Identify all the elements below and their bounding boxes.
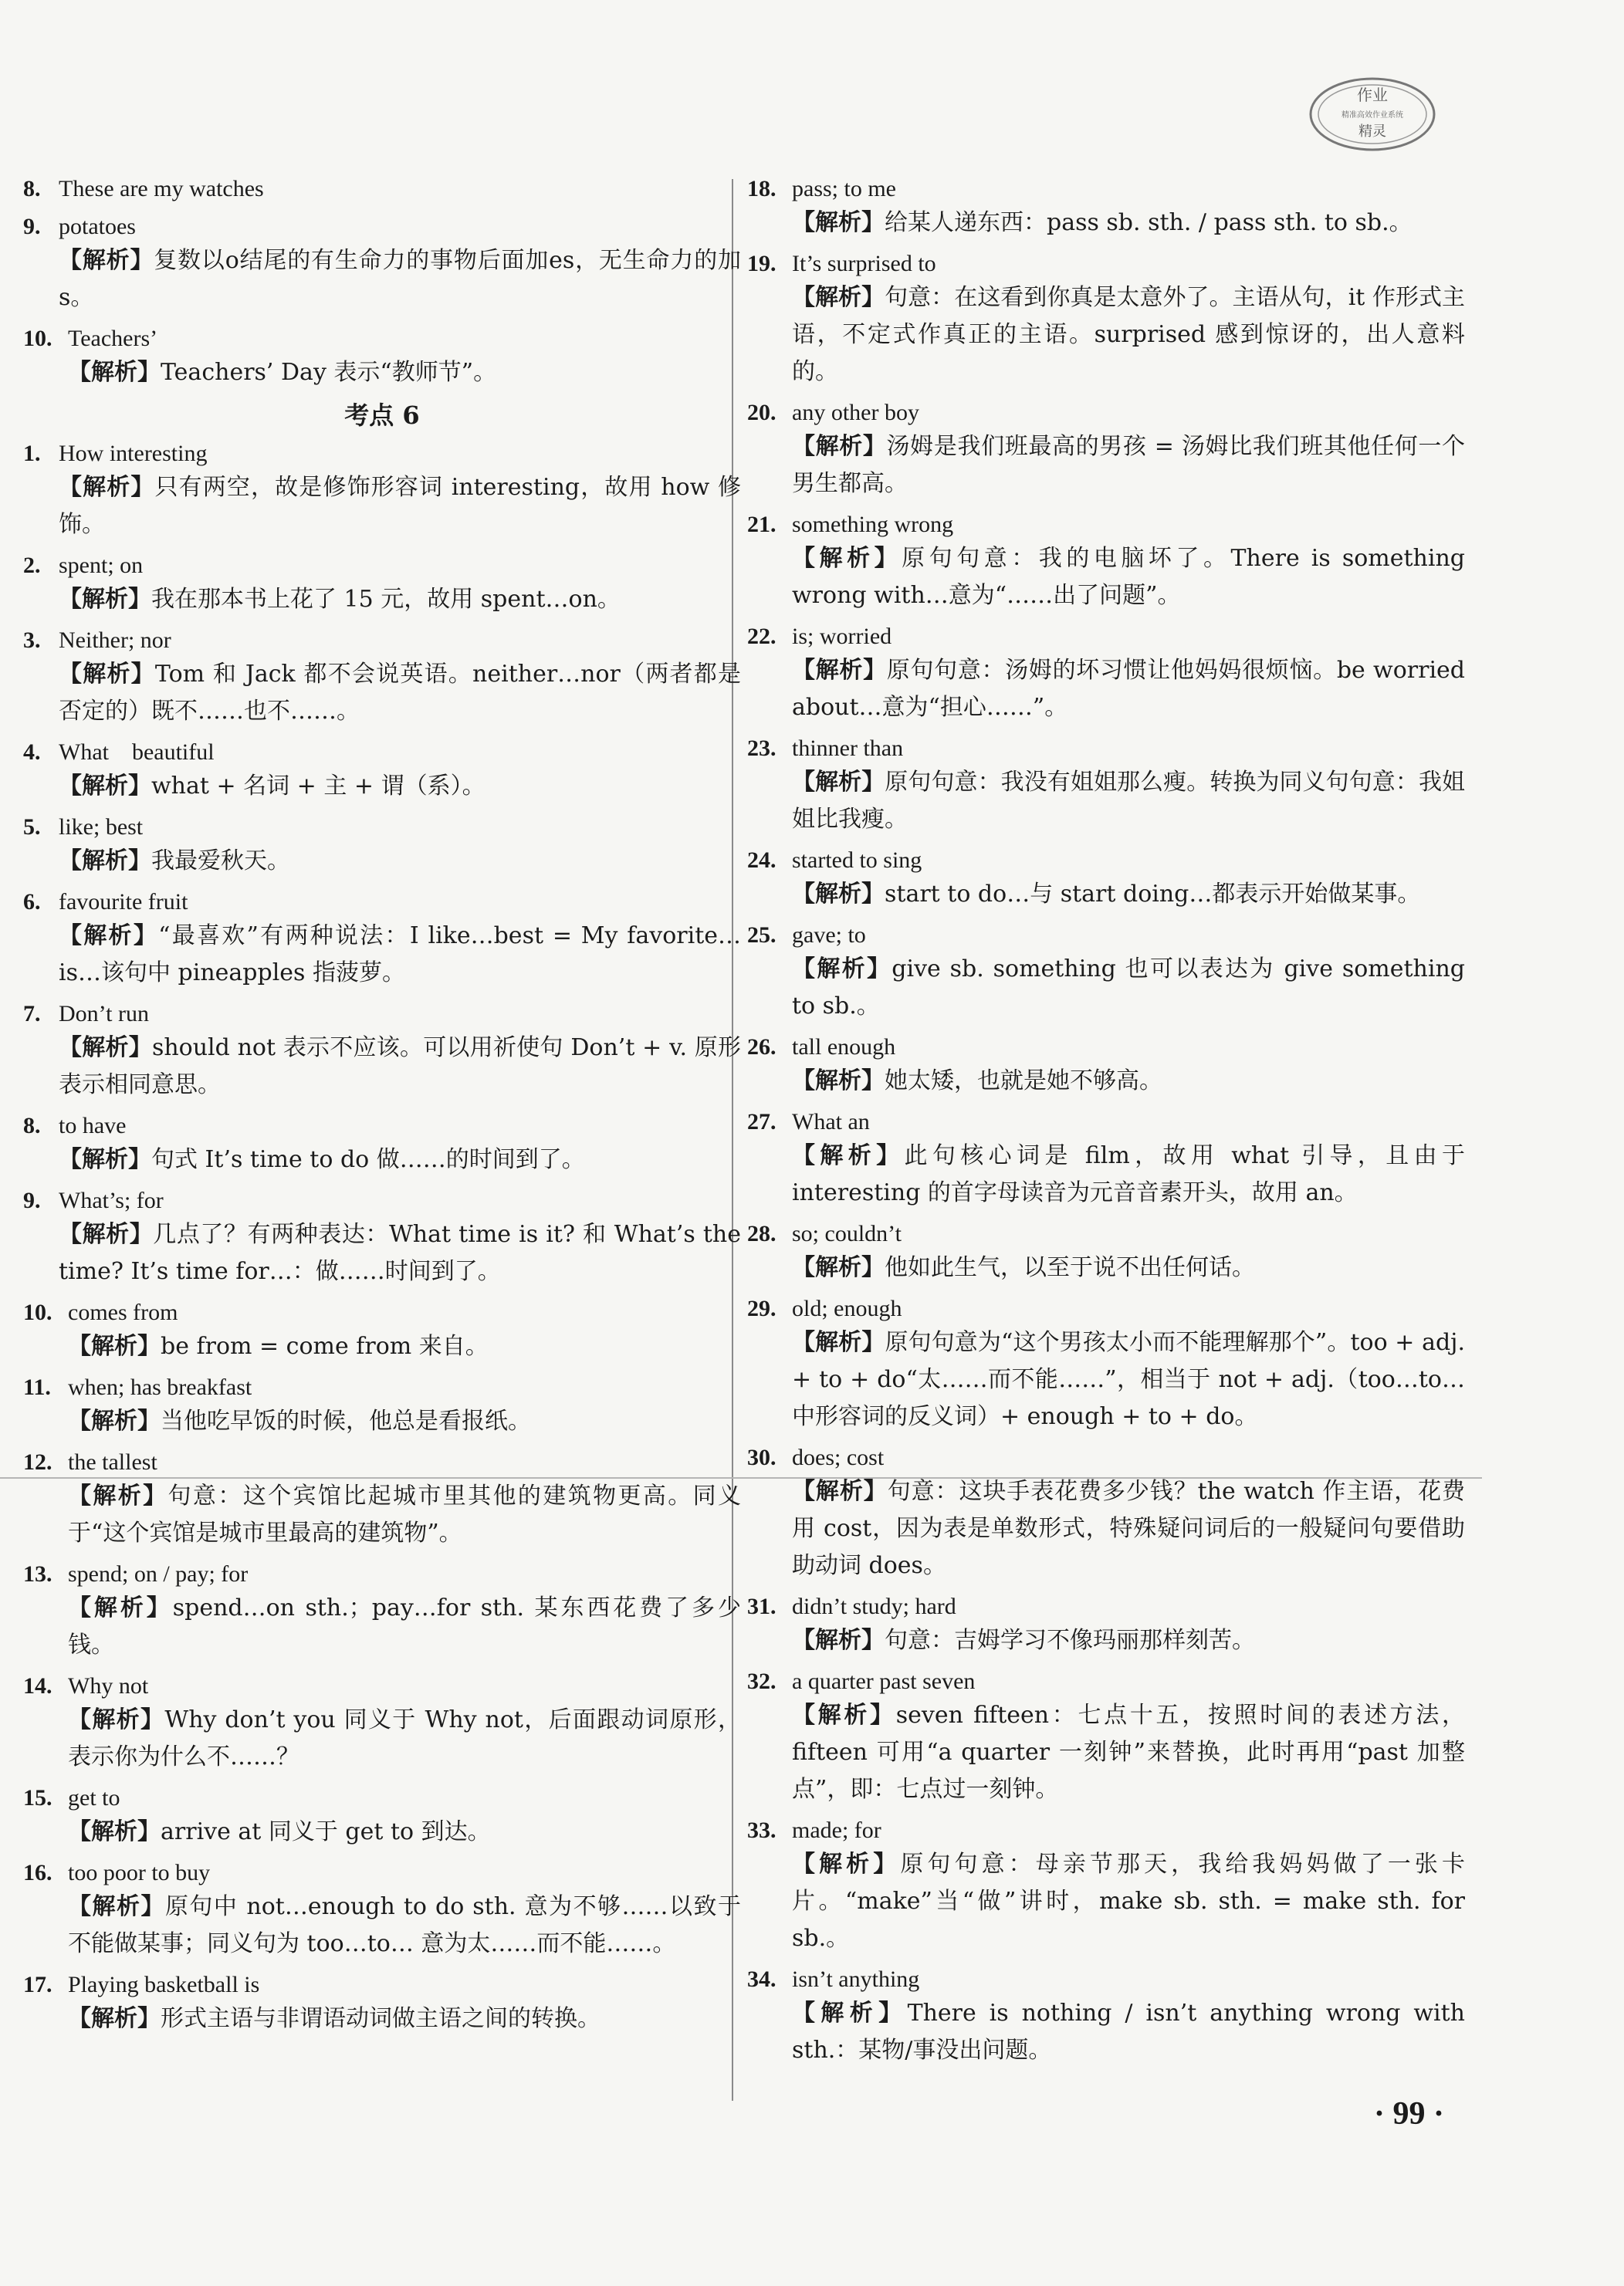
answer-item bbox=[747, 1963, 1465, 2069]
explanation-text: 当他吃早饭的时候，他总是看报纸。 bbox=[161, 1408, 531, 1435]
explanation-tag: 【解析】 bbox=[792, 1851, 901, 1878]
answer-item bbox=[23, 811, 741, 880]
item-number: 10. bbox=[23, 1300, 52, 1325]
item-number: 24. bbox=[747, 847, 776, 873]
explanation bbox=[68, 1403, 741, 1440]
answer-item bbox=[747, 1814, 1465, 1957]
explanation-tag: 【解析】 bbox=[792, 769, 885, 796]
answer-text: potatoes bbox=[59, 214, 136, 239]
answer-text: something wrong bbox=[792, 512, 954, 537]
answer-line bbox=[747, 621, 1465, 652]
item-number: 20. bbox=[747, 400, 776, 425]
answer-line bbox=[23, 1185, 741, 1216]
answer-line bbox=[23, 1110, 741, 1141]
explanation-tag: 【解析】 bbox=[68, 1893, 165, 1920]
answer-text: made; for bbox=[792, 1818, 881, 1843]
answer-text: How interesting bbox=[59, 441, 208, 466]
item-number: 8. bbox=[23, 1113, 41, 1138]
explanation bbox=[792, 1063, 1465, 1100]
item-number: 6. bbox=[23, 889, 41, 915]
answer-text: any other boy bbox=[792, 400, 919, 425]
explanation bbox=[792, 540, 1465, 614]
answer-line bbox=[23, 1371, 741, 1403]
answer-item bbox=[747, 1031, 1465, 1100]
explanation-text: 我在那本书上花了 15 元，故用 spent…on。 bbox=[151, 586, 621, 613]
item-number: 10. bbox=[23, 326, 52, 351]
stamp-mid-text: 精准高效作业系统 bbox=[1341, 111, 1403, 120]
answer-item bbox=[747, 1293, 1465, 1436]
explanation-tag: 【解析】 bbox=[792, 1478, 888, 1505]
answer-line bbox=[23, 736, 741, 768]
answer-line bbox=[747, 1218, 1465, 1250]
explanation-tag: 【解析】 bbox=[59, 661, 155, 688]
explanation-text: 原句句意：母亲节那天，我给我妈妈做了一张卡片。“make”当“做”讲时，make sb. sth. = make sth. for sb.。 bbox=[792, 1851, 1466, 1952]
answer-text: These are my watches bbox=[59, 176, 264, 201]
answer-item bbox=[23, 998, 741, 1104]
explanation-text: give sb. something 也可以表达为 give something to sb.。 bbox=[792, 955, 1465, 1020]
explanation bbox=[68, 354, 741, 391]
item-number: 18. bbox=[747, 176, 776, 201]
answer-text: gave; to bbox=[792, 922, 866, 948]
explanation-tag: 【解析】 bbox=[792, 955, 892, 982]
explanation-text: seven fifteen：七点十五，按照时间的表述方法，fifteen 可用“a quarter 一刻钟”来替换，此时再用“past 加整点”，即：七点过一刻钟。 bbox=[792, 1702, 1466, 1803]
answer-line bbox=[23, 1782, 741, 1814]
answer-line bbox=[747, 1814, 1465, 1846]
explanation-text: 句意：吉姆学习不像玛丽那样刻苦。 bbox=[885, 1627, 1255, 1654]
explanation-text: “最喜欢”有两种说法：I like…best = My favorite…is…该句中 pineapples 指菠萝。 bbox=[59, 922, 742, 986]
answer-line bbox=[23, 811, 741, 843]
answer-item bbox=[23, 1782, 741, 1851]
explanation bbox=[68, 1328, 741, 1365]
explanation bbox=[792, 652, 1465, 726]
answer-item bbox=[23, 1297, 741, 1365]
answer-text: when; has breakfast bbox=[68, 1375, 252, 1400]
explanation-tag: 【解析】 bbox=[792, 881, 885, 908]
item-number: 7. bbox=[23, 1001, 41, 1026]
item-number: 31. bbox=[747, 1594, 776, 1619]
explanation-text: be from = come from 来自。 bbox=[161, 1333, 489, 1360]
item-number: 15. bbox=[23, 1785, 52, 1811]
item-number: 16. bbox=[23, 1860, 52, 1885]
item-number: 9. bbox=[23, 1188, 41, 1213]
answer-line bbox=[747, 919, 1465, 951]
explanation-text: 他如此生气，以至于说不出任何话。 bbox=[885, 1254, 1255, 1281]
answer-line bbox=[23, 1558, 741, 1590]
answer-text: Neither; nor bbox=[59, 627, 171, 653]
answer-text: so; couldn’t bbox=[792, 1221, 902, 1246]
item-number: 32. bbox=[747, 1669, 776, 1694]
explanation-text: 句意：这个宾馆比起城市里其他的建筑物更高。同义于“这个宾馆是城市里最高的建筑物”。 bbox=[68, 1483, 742, 1547]
explanation bbox=[792, 1995, 1465, 2069]
answer-text: spent; on bbox=[59, 553, 144, 578]
explanation bbox=[792, 1324, 1465, 1436]
explanation bbox=[59, 1216, 741, 1290]
answer-text: like; best bbox=[59, 814, 144, 840]
explanation-text: 我最爱秋天。 bbox=[151, 847, 290, 874]
item-number: 27. bbox=[747, 1109, 776, 1135]
explanation-text: 原句句意：我没有姐姐那么瘦。转换为同义句句意：我姐姐比我瘦。 bbox=[792, 769, 1466, 833]
explanation bbox=[792, 1697, 1465, 1808]
right-column bbox=[747, 173, 1465, 2075]
stamp-icon bbox=[1306, 71, 1439, 156]
answer-text: Why not bbox=[68, 1673, 149, 1699]
page-number: · 99 · bbox=[1374, 2096, 1445, 2132]
left-column bbox=[23, 173, 741, 2044]
answer-item bbox=[747, 1442, 1465, 1584]
answer-text: old; enough bbox=[792, 1296, 902, 1321]
explanation-text: 复数以o结尾的有生命力的事物后面加es，无生命力的加s。 bbox=[59, 247, 742, 311]
answer-item bbox=[747, 509, 1465, 614]
answer-text: thinner than bbox=[792, 736, 904, 761]
answer-text: What beautiful bbox=[59, 739, 215, 765]
item-number: 19. bbox=[747, 251, 776, 276]
item-number: 3. bbox=[23, 627, 41, 653]
answer-text: spend; on / pay; for bbox=[68, 1561, 249, 1587]
answer-text: isn’t anything bbox=[792, 1966, 920, 1992]
explanation-text: 此句核心词是 film，故用 what 引导，且由于 interesting 的首字母读音为元音音素开头，故用 an。 bbox=[792, 1142, 1465, 1206]
explanation-text: 几点了？有两种表达：What time is it? 和 What’s the time? It’s time for…：做……时间到了。 bbox=[59, 1221, 741, 1285]
answer-item bbox=[23, 1371, 741, 1440]
item-number: 5. bbox=[23, 814, 41, 840]
explanation-tag: 【解析】 bbox=[59, 1146, 151, 1173]
explanation-text: start to do…与 start doing…都表示开始做某事。 bbox=[885, 881, 1421, 908]
explanation bbox=[792, 764, 1465, 838]
explanation-tag: 【解析】 bbox=[68, 1333, 161, 1360]
explanation bbox=[792, 428, 1465, 502]
answer-text: get to bbox=[68, 1785, 120, 1811]
answer-line bbox=[23, 624, 741, 656]
explanation-tag: 【解析】 bbox=[59, 847, 151, 874]
answer-text: too poor to buy bbox=[68, 1860, 211, 1885]
item-number: 25. bbox=[747, 922, 776, 948]
answer-line bbox=[747, 1963, 1465, 1995]
answer-item bbox=[23, 624, 741, 730]
answer-text: comes from bbox=[68, 1300, 178, 1325]
explanation bbox=[792, 876, 1465, 913]
explanation-tag: 【解析】 bbox=[792, 284, 885, 311]
explanation-text: 给某人递东西：pass sb. sth. / pass sth. to sb.。 bbox=[885, 209, 1413, 236]
explanation bbox=[59, 918, 741, 992]
explanation bbox=[792, 279, 1465, 391]
answer-line bbox=[23, 886, 741, 918]
explanation-tag: 【解析】 bbox=[792, 1702, 896, 1729]
item-number: 28. bbox=[747, 1221, 776, 1246]
answer-line bbox=[23, 438, 741, 469]
item-number: 13. bbox=[23, 1561, 52, 1587]
explanation-text: should not 表示不应该。可以用祈使句 Don’t + v. 原形表示相同意思。 bbox=[59, 1034, 741, 1098]
answer-text: a quarter past seven bbox=[792, 1669, 976, 1694]
item-number: 1. bbox=[23, 441, 41, 466]
explanation bbox=[68, 1702, 741, 1776]
answer-line bbox=[747, 248, 1465, 279]
answer-item bbox=[747, 919, 1465, 1025]
answer-item bbox=[747, 1218, 1465, 1287]
answer-item bbox=[23, 550, 741, 618]
answer-line bbox=[23, 1857, 741, 1889]
answer-line bbox=[23, 323, 741, 354]
answer-item bbox=[747, 732, 1465, 838]
explanation-text: arrive at 同义于 get to 到达。 bbox=[161, 1818, 491, 1845]
explanation bbox=[68, 1814, 741, 1851]
explanation-text: There is nothing / isn’t anything wrong with sth.：某物/事没出问题。 bbox=[792, 2000, 1465, 2064]
answer-line bbox=[747, 397, 1465, 428]
stamp-logo bbox=[1306, 71, 1439, 156]
answer-item bbox=[23, 323, 741, 391]
answer-item bbox=[23, 1110, 741, 1179]
explanation bbox=[792, 205, 1465, 242]
explanation-tag: 【解析】 bbox=[59, 1221, 154, 1248]
answer-line bbox=[747, 1031, 1465, 1063]
explanation bbox=[59, 1141, 741, 1179]
explanation-tag: 【解析】 bbox=[68, 1594, 173, 1622]
answer-line bbox=[23, 211, 741, 242]
stamp-top-text: 作业 bbox=[1357, 86, 1388, 104]
item-number: 11. bbox=[23, 1375, 51, 1400]
explanation bbox=[59, 581, 741, 618]
explanation bbox=[68, 1889, 741, 1963]
answer-item bbox=[23, 173, 741, 205]
item-number: 22. bbox=[747, 624, 776, 649]
answer-text: pass; to me bbox=[792, 176, 896, 201]
explanation bbox=[792, 1250, 1465, 1287]
answer-line bbox=[23, 1670, 741, 1702]
answer-line bbox=[747, 1293, 1465, 1324]
answer-item bbox=[747, 621, 1465, 726]
explanation bbox=[59, 469, 741, 543]
answer-item bbox=[747, 1591, 1465, 1659]
answer-item bbox=[23, 438, 741, 543]
answer-text: is; worried bbox=[792, 624, 892, 649]
explanation-tag: 【解析】 bbox=[792, 1067, 885, 1094]
explanation-tag: 【解析】 bbox=[59, 1034, 152, 1061]
explanation-tag: 【解析】 bbox=[59, 586, 151, 613]
explanation-text: Tom 和 Jack 都不会说英语。neither…nor（两者都是否定的）既不……也不……。 bbox=[59, 661, 741, 725]
explanation-tag: 【解析】 bbox=[792, 1142, 905, 1169]
explanation-text: 原句中 not…enough to do sth. 意为不够……以致于不能做某事；同义句为 too…to… 意为太……而不能……。 bbox=[68, 1893, 741, 1957]
answer-item bbox=[747, 844, 1465, 913]
explanation-tag: 【解析】 bbox=[68, 359, 161, 386]
item-number: 14. bbox=[23, 1673, 52, 1699]
explanation bbox=[59, 843, 741, 880]
section-title: 考点 6 bbox=[344, 401, 420, 430]
explanation bbox=[792, 951, 1465, 1025]
answer-line bbox=[747, 844, 1465, 876]
explanation-tag: 【解析】 bbox=[792, 545, 902, 572]
explanation-tag: 【解析】 bbox=[792, 1254, 885, 1281]
explanation bbox=[792, 1473, 1465, 1584]
explanation-text: Why don’t you 同义于 Why not，后面跟动词原形，表示你为什么不……？ bbox=[68, 1706, 742, 1770]
explanation-text: 汤姆是我们班最高的男孩 = 汤姆比我们班其他任何一个男生都高。 bbox=[792, 433, 1465, 497]
explanation-text: 原句句意：汤姆的坏习惯让他妈妈很烦恼。be worried about…意为“担心……”。 bbox=[792, 657, 1466, 721]
answer-item bbox=[23, 1670, 741, 1776]
explanation-text: 句式 It’s time to do 做……的时间到了。 bbox=[151, 1146, 585, 1173]
item-number: 2. bbox=[23, 553, 41, 578]
explanation-tag: 【解析】 bbox=[792, 209, 885, 236]
answer-line bbox=[747, 732, 1465, 764]
answer-item bbox=[747, 173, 1465, 242]
answer-item bbox=[23, 1185, 741, 1290]
explanation-tag: 【解析】 bbox=[68, 1706, 165, 1733]
explanation bbox=[59, 656, 741, 730]
item-number: 33. bbox=[747, 1818, 776, 1843]
answer-line bbox=[747, 1106, 1465, 1138]
answer-line bbox=[747, 1665, 1465, 1697]
item-number: 17. bbox=[23, 1972, 52, 1997]
answer-text: Don’t run bbox=[59, 1001, 149, 1026]
explanation-text: Teachers’ Day 表示“教师节”。 bbox=[161, 359, 497, 386]
answer-item bbox=[747, 397, 1465, 502]
explanation-text: 原句句意为“这个男孩太小而不能理解那个”。too + adj. + to + do“太……而不能……”，相当于 not + adj.（too…to… 中形容词的反义词）+ enough + to + do。 bbox=[792, 1329, 1465, 1430]
item-number: 30. bbox=[747, 1445, 776, 1470]
answer-line bbox=[23, 1297, 741, 1328]
answer-item bbox=[23, 211, 741, 316]
explanation-tag: 【解析】 bbox=[59, 922, 159, 949]
answer-item bbox=[747, 248, 1465, 391]
explanation-text: 形式主语与非谓语动词做主语之间的转换。 bbox=[161, 2005, 601, 2032]
item-number: 26. bbox=[747, 1034, 776, 1060]
explanation-tag: 【解析】 bbox=[792, 657, 887, 684]
answer-line bbox=[23, 1969, 741, 2000]
answer-line bbox=[747, 173, 1465, 205]
item-number: 23. bbox=[747, 736, 776, 761]
answer-text: to have bbox=[59, 1113, 127, 1138]
answer-text: tall enough bbox=[792, 1034, 896, 1060]
answer-line bbox=[747, 1442, 1465, 1473]
answer-item bbox=[23, 736, 741, 805]
answer-item bbox=[747, 1665, 1465, 1808]
answer-text: didn’t study; hard bbox=[792, 1594, 956, 1619]
answer-line bbox=[23, 550, 741, 581]
explanation-tag: 【解析】 bbox=[68, 2005, 161, 2032]
explanation-tag: 【解析】 bbox=[59, 773, 151, 800]
item-number: 9. bbox=[23, 214, 41, 239]
explanation-tag: 【解析】 bbox=[68, 1483, 168, 1510]
explanation bbox=[68, 2000, 741, 2037]
explanation-text: 句意：这块手表花费多少钱？the watch 作主语，花费用 cost，因为表是单数形式，特殊疑问词后的一般疑问句要借助助动词 does。 bbox=[792, 1478, 1466, 1579]
explanation-tag: 【解析】 bbox=[59, 247, 154, 274]
explanation bbox=[59, 242, 741, 316]
answer-text: Playing basketball is bbox=[68, 1972, 260, 1997]
explanation bbox=[792, 1622, 1465, 1659]
explanation-tag: 【解析】 bbox=[68, 1408, 161, 1435]
item-number: 12. bbox=[23, 1449, 52, 1475]
item-number: 29. bbox=[747, 1296, 776, 1321]
explanation-text: 原句句意：我的电脑坏了。There is something wrong with…意为“……出了问题”。 bbox=[792, 545, 1465, 609]
explanation bbox=[792, 1138, 1465, 1212]
explanation bbox=[68, 1478, 741, 1552]
answer-text: favourite fruit bbox=[59, 889, 188, 915]
answer-item bbox=[23, 1857, 741, 1963]
answer-item bbox=[23, 1446, 741, 1552]
answer-line bbox=[747, 509, 1465, 540]
explanation-text: 句意：在这看到你真是太意外了。主语从句，it 作形式主语，不定式作真正的主语。surprised 感到惊讶的，出人意料的。 bbox=[792, 284, 1466, 385]
item-number: 4. bbox=[23, 739, 41, 765]
explanation bbox=[792, 1846, 1465, 1957]
answer-text: What’s; for bbox=[59, 1188, 164, 1213]
explanation-text: 她太矮，也就是她不够高。 bbox=[885, 1067, 1162, 1094]
answer-text: the tallest bbox=[68, 1449, 157, 1475]
explanation-tag: 【解析】 bbox=[792, 2000, 908, 2027]
explanation bbox=[59, 1030, 741, 1104]
explanation-tag: 【解析】 bbox=[792, 1627, 885, 1654]
answer-item bbox=[747, 1106, 1465, 1212]
answer-line bbox=[23, 173, 741, 205]
explanation bbox=[68, 1590, 741, 1664]
explanation-text: 只有两空，故是修饰形容词 interesting，故用 how 修饰。 bbox=[59, 474, 742, 538]
answer-item bbox=[23, 1969, 741, 2037]
answer-text: It’s surprised to bbox=[792, 251, 936, 276]
answer-text: What an bbox=[792, 1109, 870, 1135]
explanation-text: spend…on sth.；pay…for sth. 某东西花费了多少钱。 bbox=[68, 1594, 742, 1659]
explanation-tag: 【解析】 bbox=[68, 1818, 161, 1845]
answer-text: does; cost bbox=[792, 1445, 885, 1470]
answer-text: Teachers’ bbox=[68, 326, 158, 351]
explanation-tag: 【解析】 bbox=[792, 1329, 885, 1356]
answer-line bbox=[747, 1591, 1465, 1622]
item-number: 21. bbox=[747, 512, 776, 537]
answer-line bbox=[23, 998, 741, 1030]
item-number: 8. bbox=[23, 176, 41, 201]
answer-item bbox=[23, 1558, 741, 1664]
explanation-text: what + 名词 + 主 + 谓（系）。 bbox=[151, 773, 486, 800]
explanation-tag: 【解析】 bbox=[59, 474, 155, 501]
answer-text: started to sing bbox=[792, 847, 922, 873]
item-number: 34. bbox=[747, 1966, 776, 1992]
explanation bbox=[59, 768, 741, 805]
answer-item bbox=[23, 886, 741, 992]
answer-line bbox=[23, 1446, 741, 1478]
stamp-bottom-text: 精灵 bbox=[1358, 123, 1386, 140]
explanation-tag: 【解析】 bbox=[792, 433, 887, 460]
